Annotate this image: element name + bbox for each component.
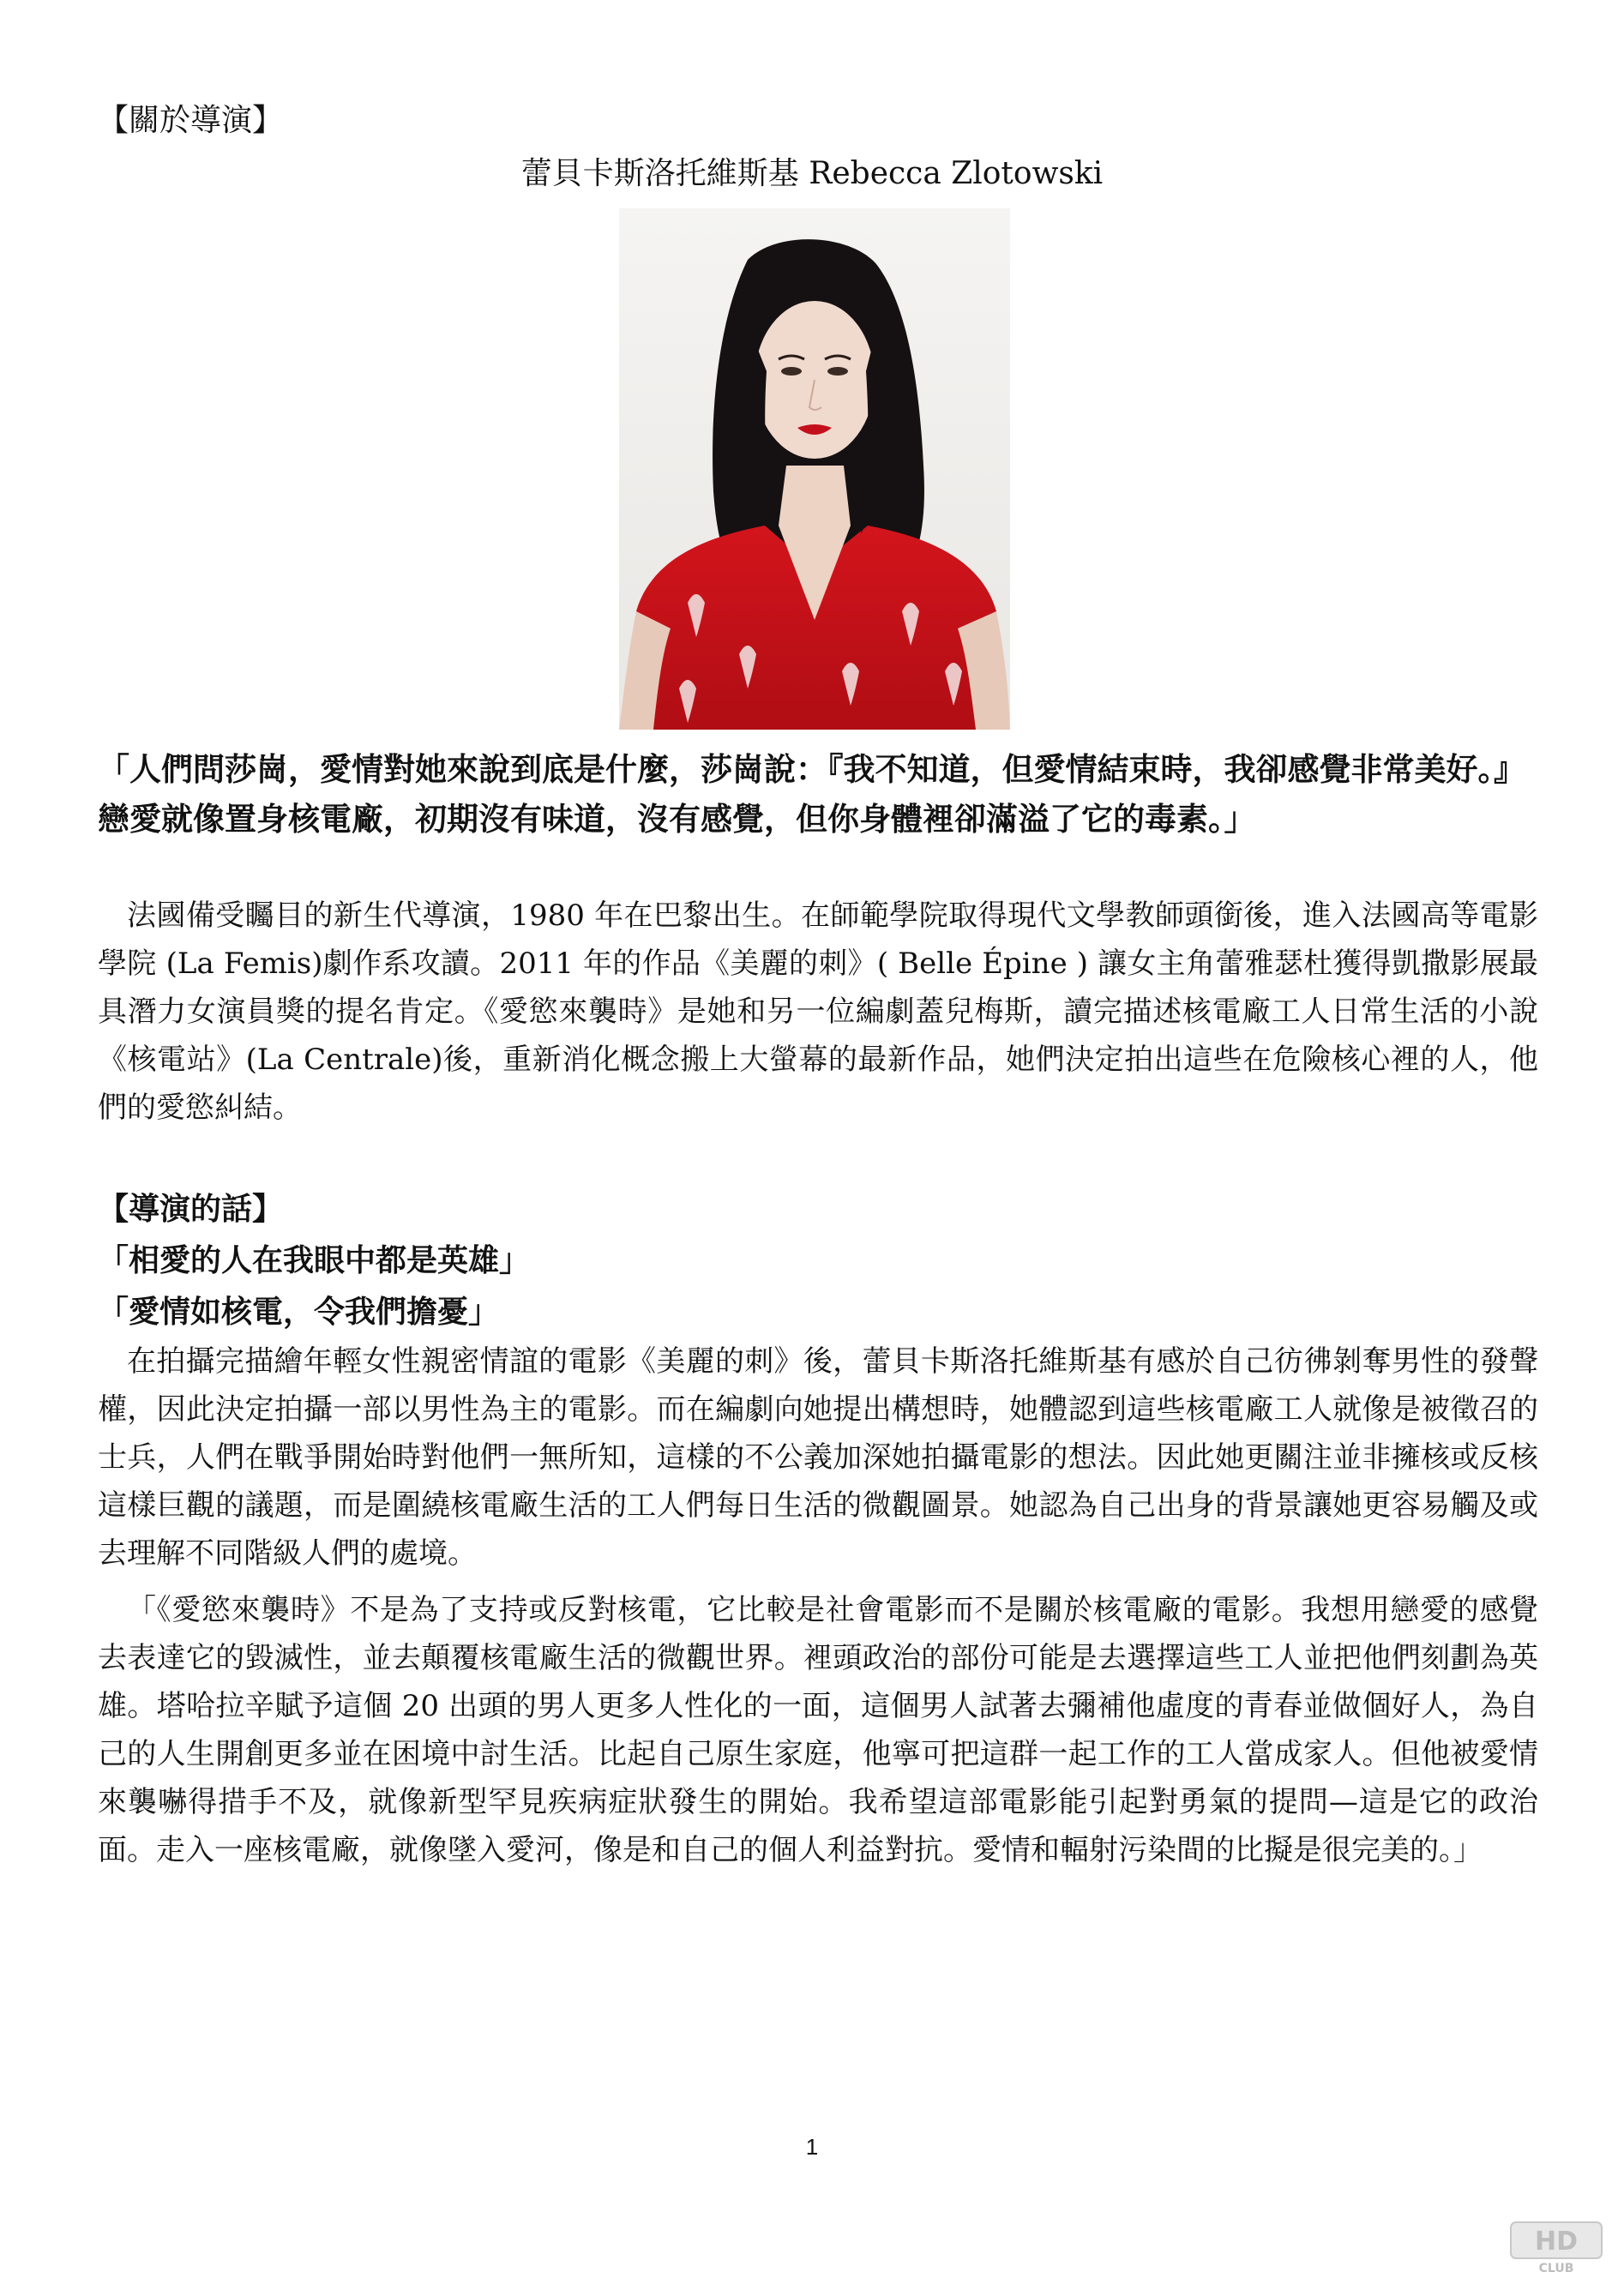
director-statement-heading: 【導演的話】 <box>98 1191 284 1227</box>
director-portrait <box>619 208 1010 730</box>
hdclub-logo-icon <box>1509 2221 1603 2275</box>
statement-paragraph-2: 「《愛慾來襲時》不是為了支持或反對核電，它比較是社會電影而不是關於核電廠的電影。我想用戀愛的感覺去表達它的毀滅性，並去顛覆核電廠生活的微觀世界。裡頭政治的部份可能是去選擇這些工人並把他們刻劃為英雄。塔哈拉辛賦予這個 20 出頭的男人更多人性化的一面，這個男人試著去彌補他虛度的青春並做個好人，為自己的人生開創更多並在困境中討生活。比起自己原生家庭，他寧可把這群一起工作的工人當成家人。但他被愛情來襲嚇得措手不及，就像新型罕見疾病症狀發生的開始。我希望這部電影能引起對勇氣的提問—這是它的政治面。走入一座核電廠，就像墜入愛河，像是和自己的個人利益對抗。愛情和輻射污染間的比擬是很完美的。」 <box>98 1593 1538 1867</box>
statement-subtitle-2: 「愛情如核電，令我們擔憂」 <box>98 1294 500 1330</box>
quote-line-2: 戀愛就像置身核電廠，初期沒有味道，沒有感覺，但你身體裡卻滿溢了它的毒素。」 <box>98 800 1256 838</box>
director-name: 蕾貝卡斯洛托維斯基 Rebecca Zlotowski <box>520 156 1104 191</box>
page-number: 1 <box>805 2134 819 2160</box>
portrait-illustration <box>619 208 1010 730</box>
bio-paragraph: 法國備受矚目的新生代導演，1980 年在巴黎出生。在師範學院取得現代文學教師頭銜後，進入法國高等電影學院 (La Femis)劇作系攻讀。2011 年的作品《美麗的刺》( Belle Épine ) 讓女主角蕾雅瑟杜獲得凱撒影展最具潛力女演員獎的提名肯定。《愛慾來襲時》是她和另一位編劇蓋兒梅斯，讀完描述核電廠工人日常生活的小說《核電站》(La Centrale)後，重新消化概念搬上大螢幕的最新作品，她們決定拍出這些在危險核心裡的人，他們的愛慾糾結。 <box>98 899 1538 1125</box>
about-director-heading: 【關於導演】 <box>98 103 284 138</box>
quote-line-1: 「人們問莎崗，愛情對她來說到底是什麼，莎崗說：『我不知道，但愛情結束時，我卻感覺非常美好。』 <box>98 750 1525 788</box>
hdclub-watermark-logo <box>1509 2221 1603 2275</box>
statement-paragraph-1: 在拍攝完描繪年輕女性親密情誼的電影《美麗的刺》後，蕾貝卡斯洛托維斯基有感於自己彷彿剝奪男性的發聲權，因此決定拍攝一部以男性為主的電影。而在編劇向她提出構想時，她體認到這些核電廠工人就像是被徵召的士兵，人們在戰爭開始時對他們一無所知，這樣的不公義加深她拍攝電影的想法。因此她更關注並非擁核或反核這樣巨觀的議題，而是圍繞核電廠生活的工人們每日生活的微觀圖景。她認為自己出身的背景讓她更容易觸及或去理解不同階級人們的處境。 <box>98 1344 1538 1571</box>
director-quote <box>98 744 1538 844</box>
watermark-text: HD <box>1534 2227 1579 2257</box>
statement-subtitle-1: 「相愛的人在我眼中都是英雄」 <box>98 1242 531 1278</box>
watermark-subtext: CLUB <box>1538 2262 1574 2275</box>
